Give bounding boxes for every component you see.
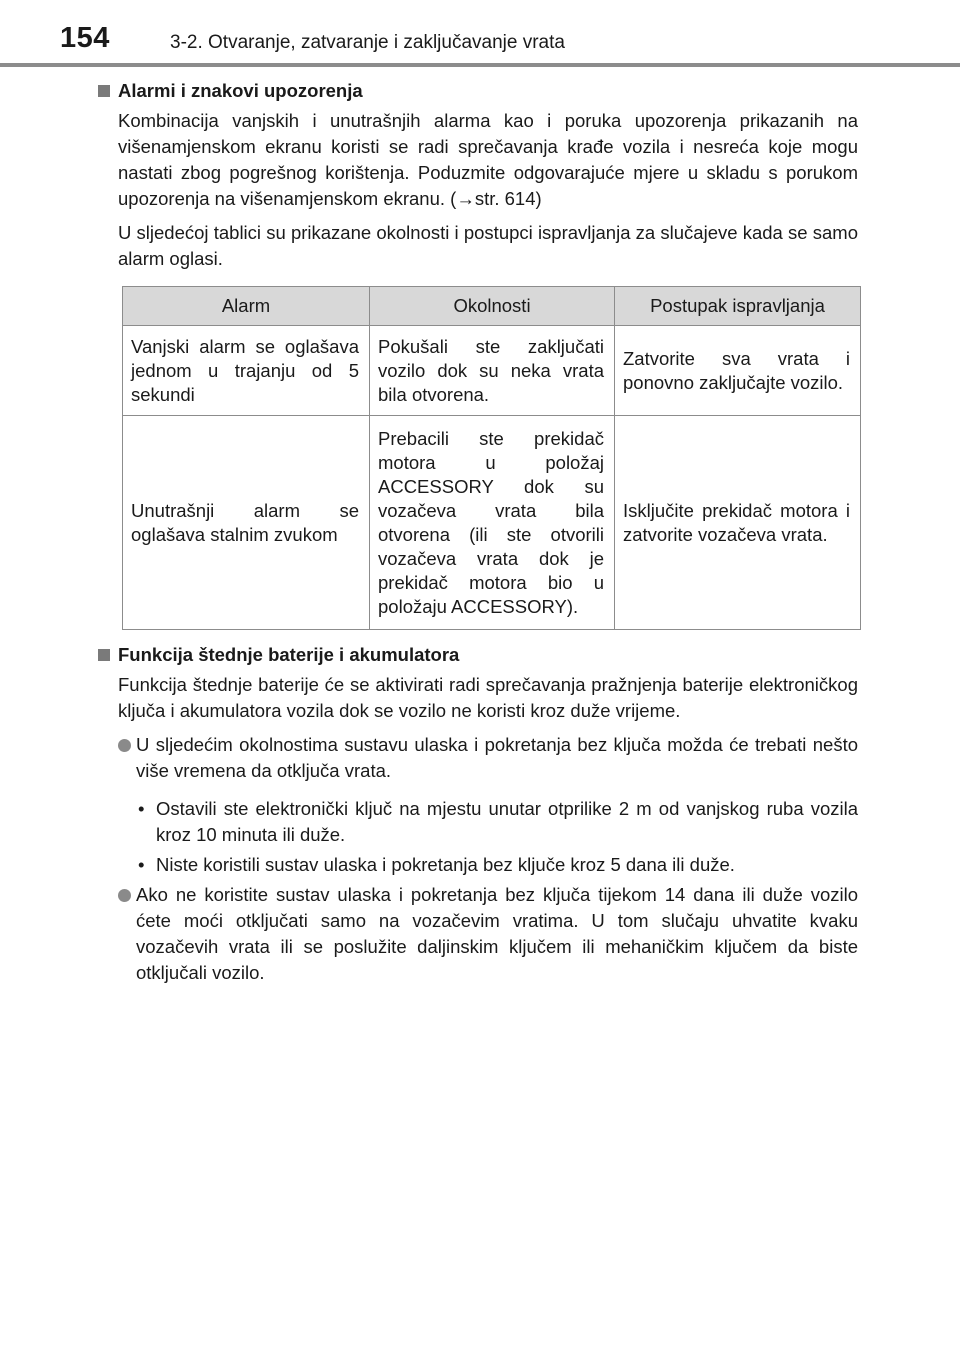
section-heading-battery-saving: [98, 642, 858, 668]
paragraph: Funkcija štednje baterije će se aktivirati radi sprečavanja pražnjenja baterije elektroničkog ključa i akumulatora vozila dok se vozilo ne koristi kroz duže vrijeme.: [118, 674, 858, 721]
table-cell-circumstance: Pokušali ste zaključati vozilo dok su neka vrata bila otvorena.: [370, 326, 615, 416]
paragraph: U sljedećoj tablici su prikazane okolnosti i postupci ispravljanja za slučajeve kada se samo alarm oglasi.: [118, 222, 858, 269]
column-header-circumstances: Okolnosti: [370, 287, 615, 326]
list-item: [118, 882, 858, 986]
table-cell-action: Isključite prekidač motora i zatvorite vozačeva vrata.: [615, 416, 861, 630]
list-item: [118, 732, 858, 784]
list-item-text: Ako ne koristite sustav ulaska i pokretanja bez ključa tijekom 14 dana ili duže vozilo ćete moći otključati samo na vozačevim vratima. U tom slučaju uhvatite kvaku vozačevih vrata ili se poslužite daljinskim ključem ili mehaničkim ključem da biste otključali vozilo.: [136, 884, 858, 983]
column-header-action: Postupak ispravljanja: [615, 287, 861, 326]
table-header-row: [123, 287, 861, 326]
header-rule: [0, 63, 960, 67]
paragraph: Kombinacija vanjskih i unutrašnjih alarma kao i poruka upozorenja prikazanih na višenamjenskom ekranu koristi se radi sprečavanja krađe vozila i nesreća koje mogu nastati zbog pogrešnog korištenja. Poduzmite odgovarajuće mjere u skladu s porukom upozorenja na višenamjenskom ekranu. (→str. 614): [118, 110, 858, 209]
table-cell-action: Zatvorite sva vrata i ponovno zaključajte vozilo.: [615, 326, 861, 416]
square-bullet-icon: [98, 85, 110, 97]
chapter-title: 3-2. Otvaranje, zatvaranje i zaključavanje vrata: [170, 32, 565, 53]
page-number: 154: [60, 22, 110, 54]
sub-list-item: [138, 796, 858, 848]
dot-marker-icon: •: [138, 854, 145, 875]
sub-list-item-text: Niste koristili sustav ulaska i pokretanja bez ključe kroz 5 dana ili duže.: [156, 854, 735, 875]
table-row: [123, 326, 861, 416]
circle-bullet-icon: [118, 739, 131, 752]
table-cell-alarm: Unutrašnji alarm se oglašava stalnim zvukom: [123, 416, 370, 630]
list-item-text: U sljedećim okolnostima sustavu ulaska i pokretanja bez ključa možda će trebati nešto više vremena da otključa vrata.: [136, 734, 858, 781]
table-cell-circumstance: Prebacili ste prekidač motora u položaj ACCESSORY dok su vozačeva vrata bila otvorena (ili ste otvorili vozačeva vrata dok je prekidač motora bio u položaju ACCESSORY).: [370, 416, 615, 630]
table-row: [123, 416, 861, 630]
page-content: [98, 78, 858, 992]
sub-list-item-text: Ostavili ste elektronički ključ na mjestu unutar otprilike 2 m od vanjskog ruba vozila kroz 10 minuta ili duže.: [156, 798, 858, 845]
table-cell-alarm: Vanjski alarm se oglašava jednom u trajanju od 5 sekundi: [123, 326, 370, 416]
sub-list-item: [138, 852, 858, 878]
page-header: [0, 0, 960, 70]
section-heading-text: Alarmi i znakovi upozorenja: [118, 80, 363, 101]
dot-marker-icon: •: [138, 798, 145, 819]
section-heading-alarms: [98, 78, 858, 104]
column-header-alarm: Alarm: [123, 287, 370, 326]
alarm-table: [122, 286, 860, 630]
square-bullet-icon: [98, 649, 110, 661]
circle-bullet-icon: [118, 889, 131, 902]
section-heading-text: Funkcija štednje baterije i akumulatora: [118, 644, 460, 665]
